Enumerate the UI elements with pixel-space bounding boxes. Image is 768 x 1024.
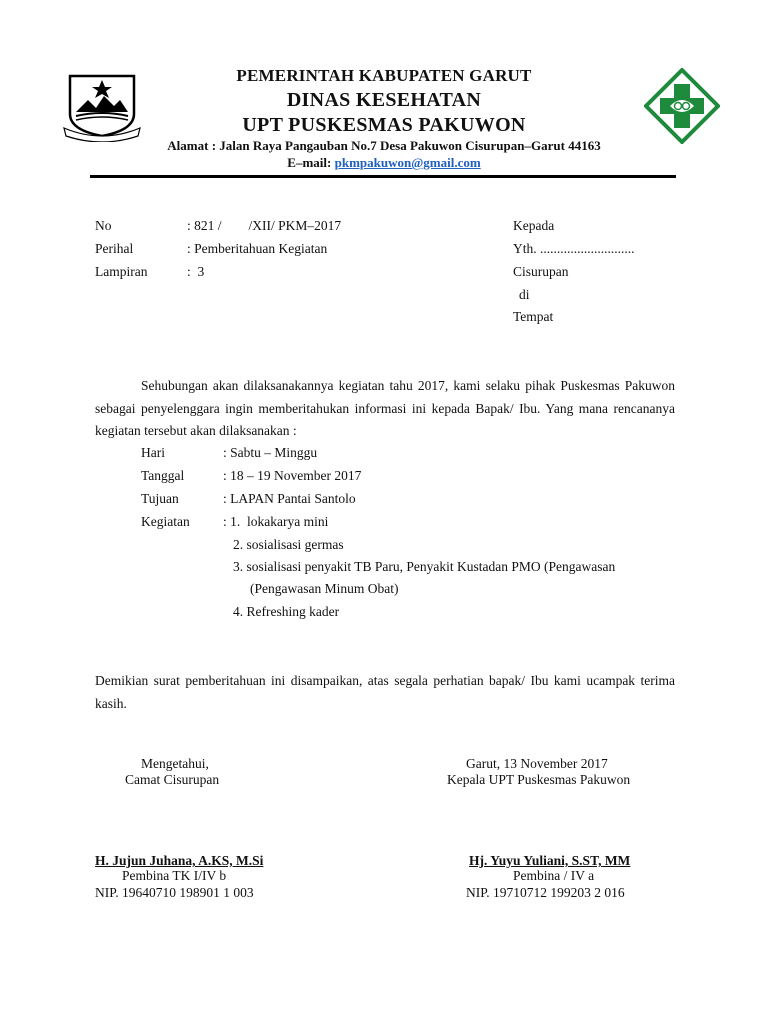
sig-left-name: H. Jujun Juhana, A.KS, M.Si	[95, 853, 264, 868]
sig-right-name: Hj. Yuyu Yuliani, S.ST, MM	[469, 853, 631, 868]
kegiatan-item-3: 3. sosialisasi penyakit TB Paru, Penyakit Kustadan PMO (Pengawasan	[233, 559, 616, 574]
body-paragraph: Sehubungan akan dilaksanakannya kegiatan tahu 2017, kami selaku pihak Puskesmas Pakuwon sebagai penyelenggara ingin memberitahukan informasi ini kepada Bapak/ Ibu. Yang mana rencananya kegiatan tersebut akan dilaksanakan :	[95, 378, 675, 438]
meta-no-label: No	[95, 218, 112, 233]
sig-right-line1: Garut, 13 November 2017	[466, 756, 608, 771]
detail-tanggal-label: Tanggal	[141, 468, 185, 483]
kegiatan-item-4: 4. Refreshing kader	[233, 604, 340, 619]
recipient-line3: Cisurupan	[513, 264, 569, 279]
sig-right-rank: Pembina / IV a	[513, 868, 595, 883]
meta-perihal-label: Perihal	[95, 241, 134, 256]
recipient-line4: di	[519, 287, 530, 302]
recipient-line5: Tempat	[513, 309, 554, 324]
detail-hari-value: : Sabtu – Minggu	[223, 445, 318, 460]
letterhead-government: PEMERINTAH KABUPATEN GARUT	[236, 66, 532, 85]
email-label: E–mail:	[287, 155, 335, 170]
meta-no-value: : 821 / /XII/ PKM–2017	[187, 218, 342, 233]
letterhead-institution: UPT PUSKESMAS PAKUWON	[242, 114, 526, 136]
letterhead-email-line	[0, 155, 768, 171]
meta-lampiran-label: Lampiran	[95, 264, 148, 279]
detail-hari-label: Hari	[141, 445, 165, 460]
letterhead-address: Alamat : Jalan Raya Pangauban No.7 Desa Pakuwon Cisurupan–Garut 44163	[167, 138, 601, 153]
closing-paragraph: Demikian surat pemberitahuan ini disampaikan, atas segala perhatian bapak/ Ibu kami ucampak terima kasih.	[95, 673, 675, 711]
kegiatan-item-2: 2. sosialisasi germas	[233, 537, 344, 552]
detail-tujuan-value: : LAPAN Pantai Santolo	[223, 491, 356, 506]
sig-left-line2: Camat Cisurupan	[125, 772, 220, 787]
sig-right-nip: NIP. 19710712 199203 2 016	[466, 885, 625, 900]
recipient-line1: Kepada	[513, 218, 555, 233]
detail-kegiatan-label: Kegiatan	[141, 514, 190, 529]
kegiatan-item-3-cont: (Pengawasan Minum Obat)	[250, 581, 399, 596]
detail-tanggal-value: : 18 – 19 November 2017	[223, 468, 362, 483]
meta-perihal-value: : Pemberitahuan Kegiatan	[187, 241, 328, 256]
sig-left-line1: Mengetahui,	[141, 756, 209, 771]
letterhead-department: DINAS KESEHATAN	[286, 89, 482, 111]
sig-left-rank: Pembina TK I/IV b	[122, 868, 227, 883]
sig-right-line2: Kepala UPT Puskesmas Pakuwon	[447, 772, 631, 787]
kegiatan-item-1: : 1. lokakarya mini	[223, 514, 329, 529]
recipient-line2: Yth. ............................	[513, 241, 635, 256]
sig-left-nip: NIP. 19640710 198901 1 003	[95, 885, 254, 900]
detail-tujuan-label: Tujuan	[141, 491, 179, 506]
letterhead-divider	[90, 175, 676, 178]
meta-lampiran-value: : 3	[187, 264, 205, 279]
email-link[interactable]: pkmpakuwon@gmail.com	[334, 155, 481, 170]
